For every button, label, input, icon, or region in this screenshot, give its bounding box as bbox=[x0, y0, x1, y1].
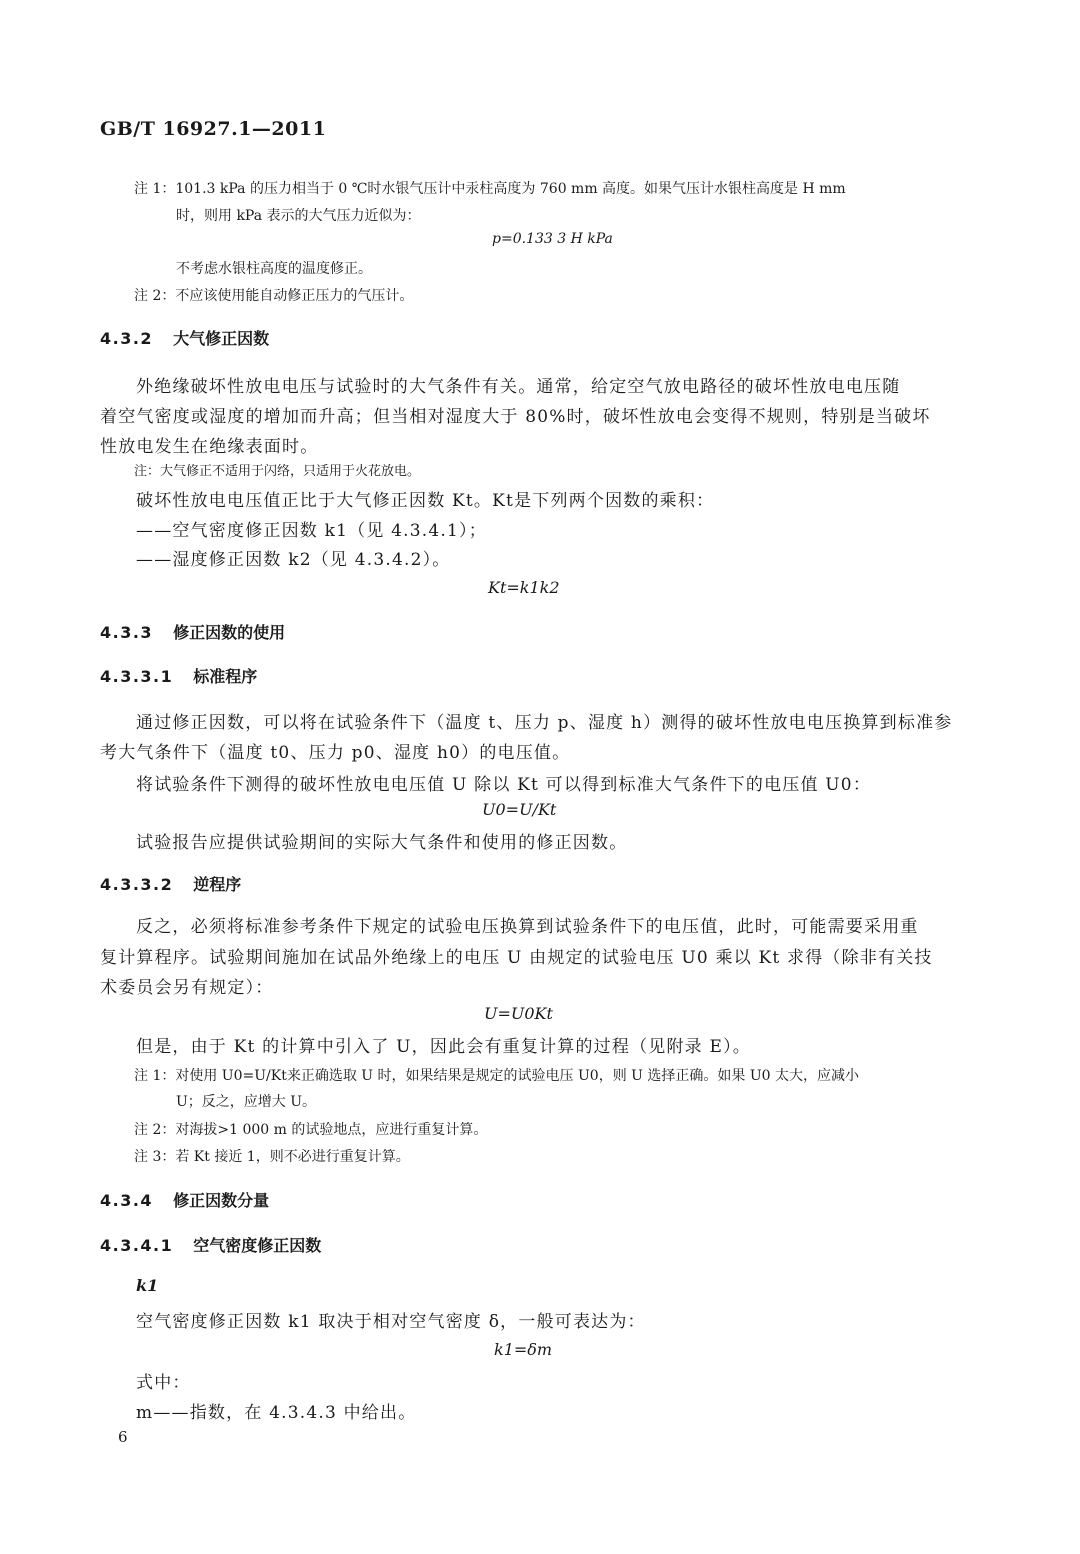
pressure-formula: p=0.133 3 H kPa bbox=[492, 231, 613, 247]
formula: U0=U/Kt bbox=[482, 800, 557, 819]
note-2: 注 2：不应该使用能自动修正压力的气压计。 bbox=[134, 288, 414, 304]
section-title: 逆程序 bbox=[193, 875, 242, 894]
paragraph-line: 通过修正因数，可以将在试验条件下（温度 t、压力 p、湿度 h）测得的破坏性放电电压换算到标准参 bbox=[136, 713, 953, 733]
section-title: 修正因数的使用 bbox=[173, 623, 286, 642]
paragraph-line: 复计算程序。试验期间施加在试品外绝缘上的电压 U 由规定的试验电压 U0 乘以 Kt 求得（除非有关技 bbox=[100, 948, 933, 968]
where-label: 式中： bbox=[136, 1373, 191, 1393]
note: 注：大气修正不适用于闪络，只适用于火花放电。 bbox=[134, 464, 421, 479]
section-number: 4.3.3.2 bbox=[100, 875, 174, 894]
note-1-line-2: U；反之，应增大 U。 bbox=[176, 1094, 317, 1110]
section-heading-4-3-3-2 bbox=[100, 872, 241, 895]
note-1-line-1: 注 1：对使用 U0=U/Kt来正确选取 U 时，如果结果是规定的试验电压 U0，则 U 选择正确。如果 U0 太大，应减小 bbox=[134, 1068, 860, 1084]
note-3: 注 3：若 Kt 接近 1，则不必进行重复计算。 bbox=[134, 1149, 410, 1165]
paragraph-line: 将试验条件下测得的破坏性放电电压值 U 除以 Kt 可以得到标准大气条件下的电压值 U0： bbox=[136, 775, 872, 795]
section-number: 4.3.3 bbox=[100, 623, 154, 642]
standard-code-header: GB/T 16927.1—2011 bbox=[100, 118, 327, 140]
page-number: 6 bbox=[118, 1428, 128, 1446]
section-number: 4.3.3.1 bbox=[100, 667, 174, 686]
paragraph-line: 破坏性放电电压值正比于大气修正因数 Kt。Kt是下列两个因数的乘积： bbox=[136, 491, 715, 511]
section-heading-4-3-4 bbox=[100, 1188, 269, 1211]
section-number: 4.3.4 bbox=[100, 1191, 154, 1210]
formula: U=U0Kt bbox=[484, 1004, 553, 1023]
note-2: 注 2：对海拔>1 000 m 的试验地点，应进行重复计算。 bbox=[134, 1122, 488, 1138]
list-item: ——空气密度修正因数 k1（见 4.3.4.1）； bbox=[136, 521, 487, 541]
section-title: 空气密度修正因数 bbox=[193, 1236, 322, 1255]
section-heading-4-3-2 bbox=[100, 326, 269, 349]
paragraph-line: 考大气条件下（温度 t0、压力 p0、湿度 h0）的电压值。 bbox=[100, 743, 571, 763]
formula: k1=δm bbox=[494, 1340, 553, 1359]
paragraph-line: 反之，必须将标准参考条件下规定的试验电压换算到试验条件下的电压值，此时，可能需要采用重 bbox=[136, 917, 919, 937]
paragraph-line: 着空气密度或湿度的增加而升高；但当相对湿度大于 80%时，破坏性放电会变得不规则，特别是当破坏 bbox=[100, 407, 931, 427]
paragraph-line: 试验报告应提供试验期间的实际大气条件和使用的修正因数。 bbox=[136, 833, 628, 853]
section-heading-4-3-3-1 bbox=[100, 664, 257, 687]
definition-line: m——指数，在 4.3.4.3 中给出。 bbox=[136, 1403, 417, 1423]
list-item: ——湿度修正因数 k2（见 4.3.4.2）。 bbox=[136, 550, 451, 570]
section-title: 标准程序 bbox=[193, 667, 258, 686]
paragraph-line: 术委员会另有规定）： bbox=[100, 978, 274, 998]
section-heading-4-3-4-1 bbox=[100, 1233, 321, 1256]
paragraph-line: 性放电发生在绝缘表面时。 bbox=[100, 437, 319, 457]
note-1-line-3: 不考虑水银柱高度的温度修正。 bbox=[176, 261, 372, 277]
section-title: 大气修正因数 bbox=[173, 329, 270, 348]
symbol-label: k1 bbox=[136, 1276, 159, 1295]
section-number: 4.3.4.1 bbox=[100, 1236, 174, 1255]
formula: Kt=k1k2 bbox=[488, 578, 560, 597]
paragraph-line: 空气密度修正因数 k1 取决于相对空气密度 δ，一般可表达为： bbox=[136, 1312, 646, 1332]
section-number: 4.3.2 bbox=[100, 329, 154, 348]
note-1-line-2: 时，则用 kPa 表示的大气压力近似为： bbox=[176, 208, 421, 224]
note-1-line-1: 注 1：101.3 kPa 的压力相当于 0 ℃时水银气压计中汞柱高度为 760 mm 高度。如果气压计水银柱高度是 H mm bbox=[134, 181, 846, 197]
section-heading-4-3-3 bbox=[100, 620, 285, 643]
paragraph-line: 但是，由于 Kt 的计算中引入了 U，因此会有重复计算的过程（见附录 E）。 bbox=[136, 1037, 751, 1057]
section-title: 修正因数分量 bbox=[173, 1191, 270, 1210]
paragraph-line: 外绝缘破坏性放电电压与试验时的大气条件有关。通常，给定空气放电路径的破坏性放电电压随 bbox=[136, 377, 901, 397]
